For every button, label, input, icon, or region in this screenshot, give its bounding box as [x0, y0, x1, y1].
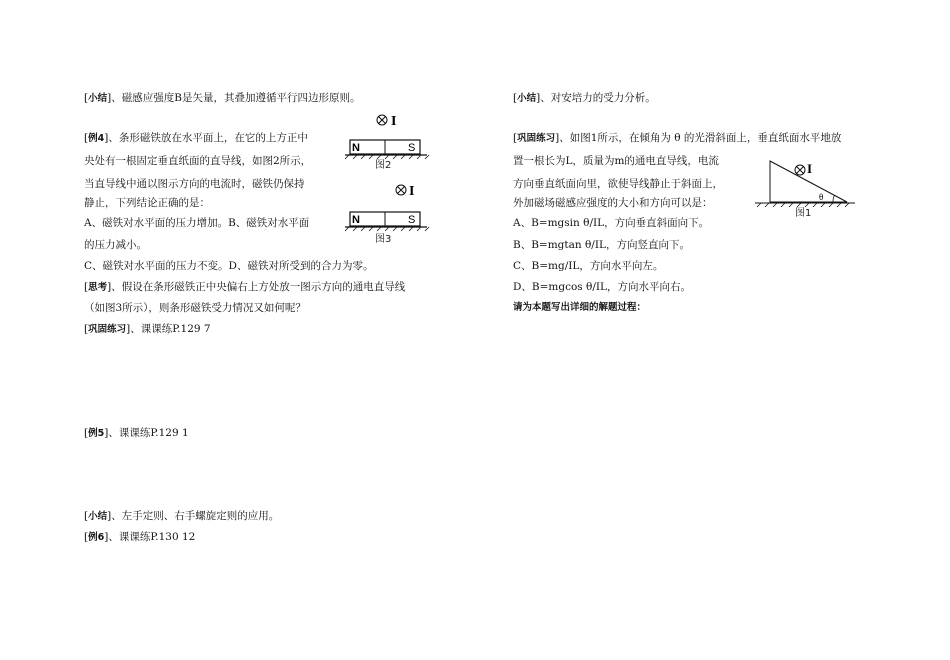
practice-tag: 巩固练习: [517, 133, 556, 144]
current-label: I: [391, 114, 397, 129]
summary2-line: [小结]、左手定则、右手螺旋定则的应用。: [84, 510, 280, 522]
summary-text: 、磁感应强度B是矢量，其叠加遵循平行四边形原则。: [111, 92, 361, 104]
example4-option-c-d: C、磁铁对水平面的压力不变。D、磁铁对所受到的合力为零。: [84, 260, 374, 272]
example4-option-b-cont: 的压力减小。: [84, 239, 147, 251]
summary-magnetic-field: [小结]、磁感应强度B是矢量，其叠加遵循平行四边形原则。: [84, 92, 361, 104]
think-tag: 思考: [88, 282, 108, 293]
practice-line: [巩固练习]、课课练P.129 7: [84, 323, 211, 335]
angle-label: θ: [819, 192, 824, 202]
practice-text: 、如图1所示，在倾角为 θ 的光滑斜面上，垂直纸面水平地放: [559, 132, 842, 144]
summary2-tag: 小结: [88, 511, 108, 522]
north-pole-label: N: [352, 214, 360, 226]
example5-text: 、课课练P.129 1: [108, 427, 189, 439]
option-b: B、B=mgtan θ/IL，方向竖直向下。: [513, 239, 690, 251]
figure-1-caption: 图1: [795, 208, 812, 219]
figure-1: [755, 155, 855, 220]
south-pole-label: S: [408, 142, 416, 154]
example5-tag: 例5: [88, 428, 105, 439]
summary-tag: 小结: [517, 93, 537, 104]
figure-2: [345, 110, 435, 170]
summary-text: 、对安培力的受力分析。: [540, 92, 656, 104]
example4-tag: 例4: [88, 133, 105, 144]
example6-text: 、课课练P.130 12: [108, 531, 196, 543]
example6-tag: 例6: [88, 532, 105, 543]
practice-line2: 置一根长为L，质量为m的通电直导线，电流: [513, 155, 719, 167]
example4-option-a-b: A、磁铁对水平面的压力增加。B、磁铁对水平面: [84, 217, 310, 229]
summary-ampere-force: [小结]、对安培力的受力分析。: [513, 92, 656, 104]
option-a: A、B=mgsin θ/IL，方向垂直斜面向下。: [513, 217, 710, 229]
figure-3: [345, 180, 435, 244]
practice-line4: 外加磁场磁感应强度的大小和方向可以是：: [513, 197, 713, 209]
summary2-text: 、左手定则、右手螺旋定则的应用。: [111, 510, 280, 522]
example6-line: [例6]、课课练P.130 12: [84, 531, 196, 543]
south-pole-label: S: [408, 214, 416, 226]
practice-tag: 巩固练习: [88, 324, 127, 335]
think-text: 、假设在条形磁铁正中央偏右上方处放一图示方向的通电直导线: [111, 281, 406, 293]
practice-line3: 方向垂直纸面向里，欲使导线静止于斜面上，: [513, 178, 723, 190]
practice-line1: [巩固练习]、如图1所示，在倾角为 θ 的光滑斜面上，垂直纸面水平地放: [513, 132, 842, 144]
think-line2: （如图3所示），则条形磁铁受力情况又如何呢？: [84, 302, 306, 314]
option-d: D、B=mgcos θ/IL，方向水平向右。: [513, 281, 692, 293]
example4-line4: 静止，下列结论正确的是：: [84, 197, 210, 209]
current-label: I: [807, 161, 813, 176]
current-label: I: [409, 184, 415, 199]
angle-arc: [833, 195, 835, 202]
think-line1: [思考]、假设在条形磁铁正中央偏右上方处放一图示方向的通电直导线: [84, 281, 406, 293]
example4-line3: 当直导线中通以图示方向的电流时，磁铁仍保持: [84, 178, 305, 190]
example4-line2: 央处有一根固定垂直纸面的直导线，如图2所示，: [84, 155, 312, 167]
example4-text: 、条形磁铁放在水平面上，在它的上方正中: [108, 132, 308, 144]
north-pole-label: N: [352, 142, 360, 154]
example4-line1: [例4]、条形磁铁放在水平面上，在它的上方正中: [84, 132, 308, 144]
solution-instruction: 请为本题写出详细的解题过程：: [513, 302, 647, 313]
figure-2-caption: 图2: [375, 160, 392, 171]
summary-tag: 小结: [88, 93, 108, 104]
option-c: C、B=mg/IL，方向水平向左。: [513, 260, 664, 272]
practice-text: 、课课练P.129 7: [130, 323, 211, 335]
example5-line: [例5]、课课练P.129 1: [84, 427, 189, 439]
figure-3-caption: 图3: [375, 234, 392, 245]
